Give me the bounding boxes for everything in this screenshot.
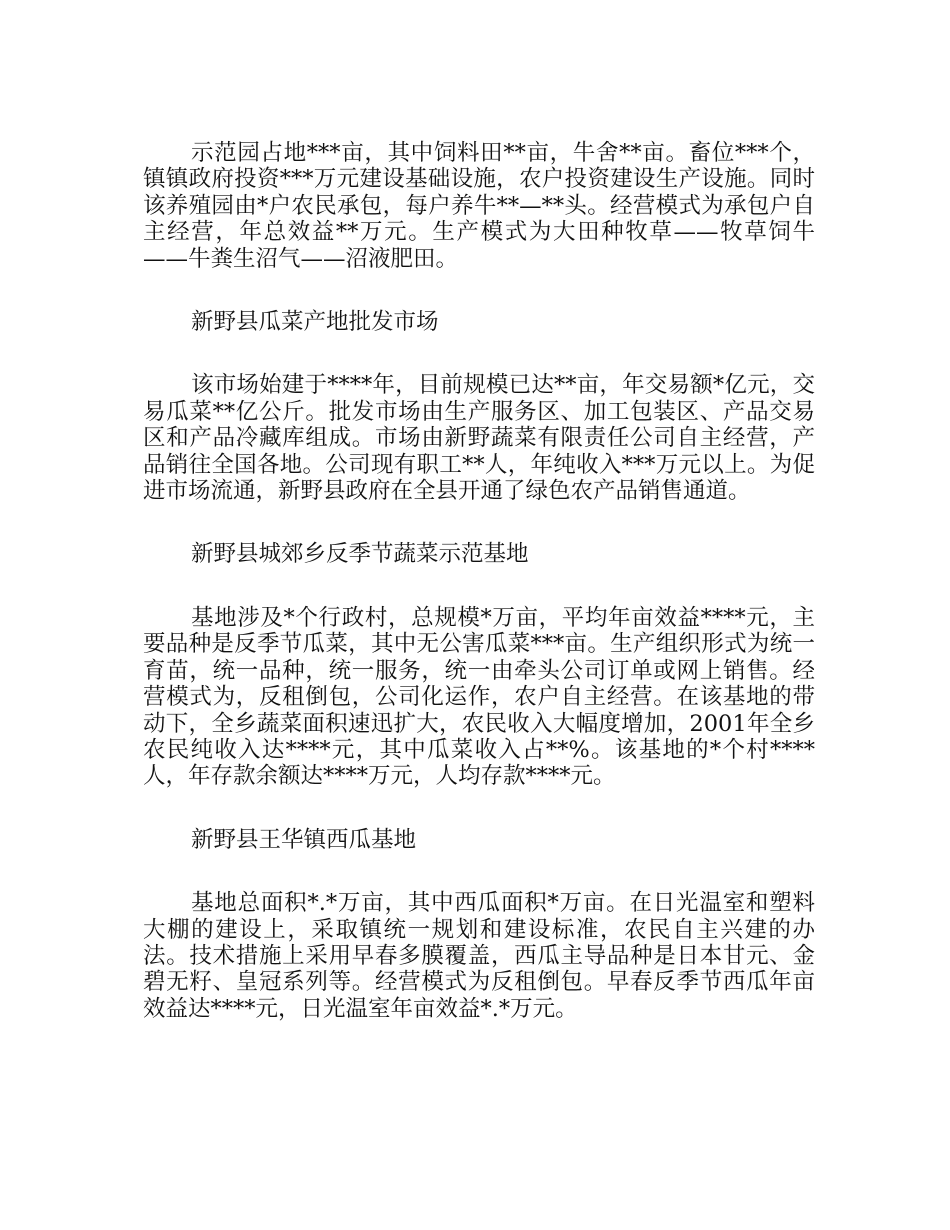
document-body bbox=[143, 140, 815, 1059]
paragraph-wholesale-market: 该市场始建于****年，目前规模已达**亩，年交易额*亿元，交易瓜菜**亿公斤。批发市场由生产服务区、加工包装区、产品交易区和产品冷藏库组成。市场由新野蔬菜有限责任公司自主经营，产品销往全国各地。公司现有职工**人，年纯收入***万元以上。为促进市场流通，新野县政府在全县开通了绿色农产品销售通道。 bbox=[143, 372, 815, 505]
section-heading-vegetable-base: 新野县城郊乡反季节蔬菜示范基地 bbox=[191, 541, 529, 568]
section-heading-wholesale-market: 新野县瓜菜产地批发市场 bbox=[191, 309, 439, 336]
paragraph-demonstration-park: 示范园占地***亩，其中饲料田**亩，牛舍**亩。畜位***个，镇镇政府投资***万元建设基础设施，农户投资建设生产设施。同时该养殖园由*户农民承包，每户养牛**—**头。经营模式为承包户自主经营，年总效益**万元。生产模式为大田种牧草——牧草饲牛——牛粪生沼气——沼液肥田。 bbox=[143, 140, 815, 272]
paragraph-vegetable-base: 基地涉及*个行政村，总规模*万亩，平均年亩效益****元，主要品种是反季节瓜菜，其中无公害瓜菜***亩。生产组织形式为统一育苗，统一品种，统一服务，统一由牵头公司订单或网上销售。经营模式为，反租倒包，公司化运作，农户自主经营。在该基地的带动下，全乡蔬菜面积速迅扩大，农民收入大幅度增加，2001年全乡农民纯收入达****元，其中瓜菜收入占**%。该基地的*个村****人，年存款余额达****万元，人均存款****元。 bbox=[143, 604, 815, 790]
section-heading-watermelon-base: 新野县王华镇西瓜基地 bbox=[191, 826, 417, 853]
paragraph-watermelon-base: 基地总面积*.*万亩，其中西瓜面积*万亩。在日光温室和塑料大棚的建设上，采取镇统一规划和建设标准，农民自主兴建的办法。技术措施上采用早春多膜覆盖，西瓜主导品种是日本甘元、金碧无籽、皇冠系列等。经营模式为反租倒包。早春反季节西瓜年亩效益达****元，日光温室年亩效益*.*万元。 bbox=[143, 890, 815, 1022]
